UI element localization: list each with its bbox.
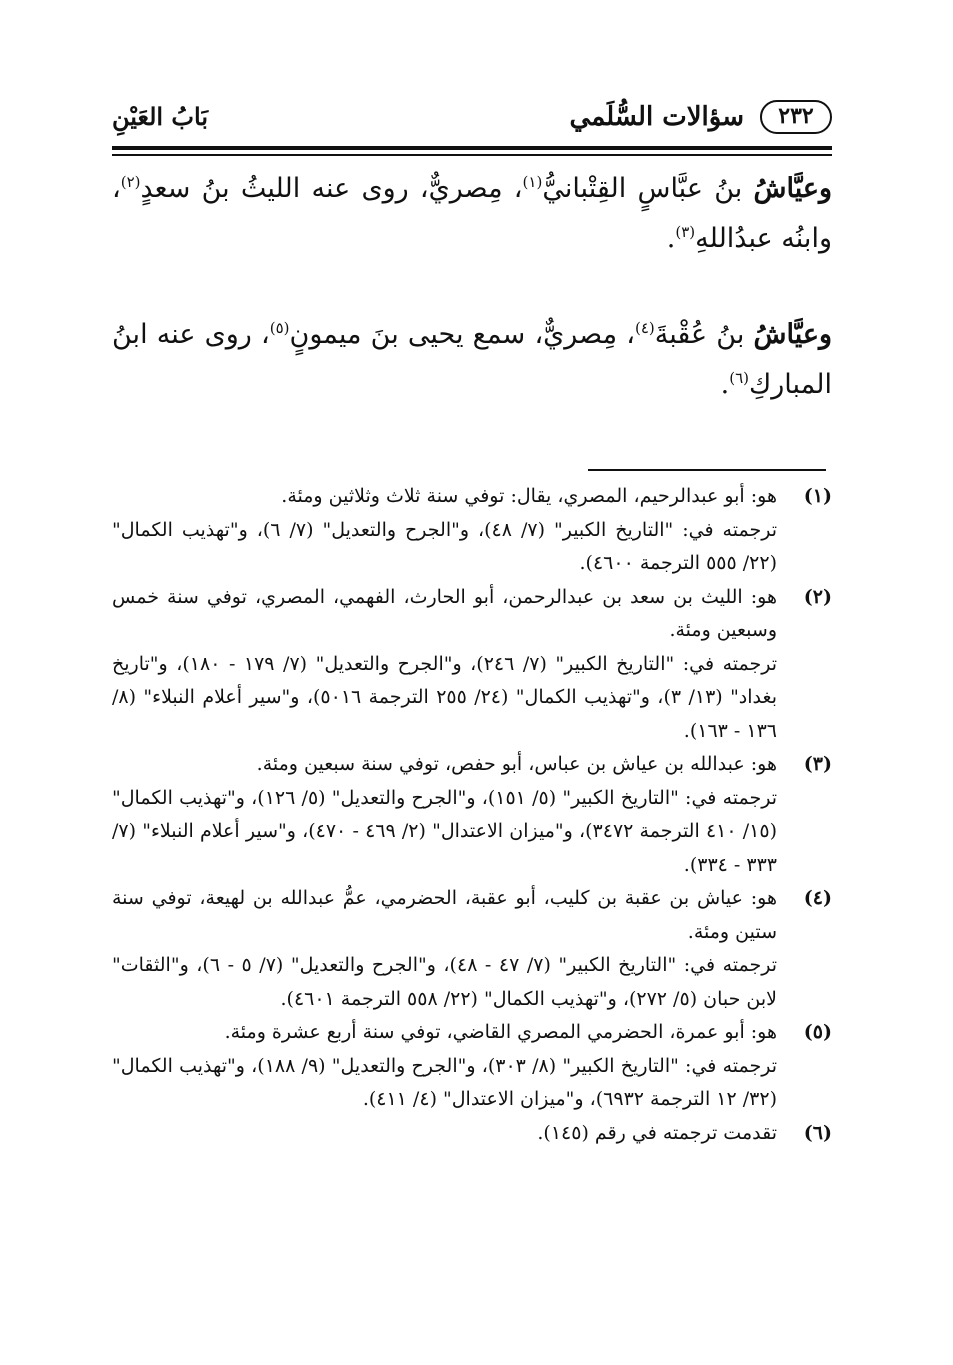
footnote-number: (٥): [803, 1021, 832, 1043]
footnote: [112, 748, 832, 882]
footnote: [112, 882, 832, 1016]
footnote-line: ترجمته في: "التاريخ الكبير" (٨/ ٣٠٣)، و"الجرح والتعديل" (٩/ ١٨٨)، و"تهذيب الكمال" (٣٢/ ١٢ الترجمة ٦٩٣٢)، و"ميزان الاعتدال" (٤/ ٤١١).: [112, 1054, 777, 1110]
footnote-line: ترجمته في: "التاريخ الكبير" (٥/ ١٥١)، و"الجرح والتعديل" (٥/ ١٢٦)، و"تهذيب الكمال" (١٥/ ٤١٠ الترجمة ٣٤٧٢)، و"ميزان الاعتدال" (٢/ ٤٦٩ - ٤٧٠)، و"سير أعلام النبلاء" (٧/ ٣٣٣ - ٣٣٤).: [112, 786, 777, 876]
footnote-ref[interactable]: (٦): [729, 369, 749, 387]
footnote-ref[interactable]: (١): [522, 173, 543, 191]
footnote-line: هو: أبو عمرة، الحضرمي المصري القاضي، توفي سنة أربع عشرة ومئة.: [224, 1021, 777, 1043]
footnote-ref[interactable]: (٢): [120, 173, 141, 191]
footnote-line: هو: عبدالله بن عياش بن عباس، أبو حفص، توفي سنة سبعين ومئة.: [256, 753, 777, 775]
header-rule-thick: [112, 146, 832, 150]
footnote-number: (١): [803, 485, 832, 507]
footnote-number: (٦): [803, 1121, 832, 1144]
entry-text: .: [720, 369, 730, 400]
entry-text: ، مِصريٌّ، روى عنه الليثُ بنُ سعدٍ: [140, 173, 523, 204]
entry-text: بنُ عُقْبةَ: [654, 319, 754, 350]
footnote-line: هو: أبو عبدالرحيم، المصري، يقال: توفي سنة ثلاث وثلاثين ومئة.: [281, 485, 777, 507]
chapter-title: بَابُ العَيْنِ: [112, 102, 209, 131]
book-title: سؤالات السُّلَمي: [569, 102, 744, 132]
footnote-line: ترجمته في: "التاريخ الكبير" (٧/ ٤٧ - ٤٨)، و"الجرح والتعديل" (٧/ ٥ - ٦)، و"الثقات" لابن حبان (٥/ ٢٧٢)، و"تهذيب الكمال" (٢٢/ ٥٥٨ الترجمة ٤٦٠١).: [112, 954, 778, 1010]
footnotes: [112, 480, 832, 1150]
entry-text: ، وابنُه عبدُاللهِ: [112, 173, 832, 254]
footnote-number: (٢): [803, 585, 832, 608]
entry-name: وعيَّاشُ: [753, 173, 832, 204]
footnote: [112, 1016, 832, 1117]
footnote-line: ترجمته في: "التاريخ الكبير" (٧/ ٢٤٦)، و"الجرح والتعديل" (٧/ ١٧٩ - ١٨٠)، و"تاريخ بغداد" (١٣/ ٣)، و"تهذيب الكمال" (٢٤/ ٢٥٥ الترجمة ٥٠١٦)، و"سير أعلام النبلاء" (٨/ ١٣٦ - ١٦٣).: [112, 652, 777, 742]
footnote: [112, 581, 832, 749]
page-number-badge: ٢٣٢: [760, 100, 832, 134]
footnote-ref[interactable]: (٣): [675, 223, 696, 241]
entry-paragraph: [112, 310, 832, 410]
footnote-separator: [588, 469, 826, 471]
entry-name: وعيَّاشُ: [753, 319, 833, 350]
footnote-ref[interactable]: (٤): [634, 319, 655, 337]
footnote: [112, 480, 832, 581]
entry-text: بنُ عبَّاسٍ القِتْبانيُّ: [542, 173, 754, 204]
footnote: [112, 1117, 832, 1151]
footnote-number: (٣): [803, 753, 832, 775]
page-header: [112, 100, 832, 150]
footnote-ref[interactable]: (٥): [269, 319, 290, 337]
entry-text: .: [666, 223, 676, 254]
entry-text: ، مِصريٌّ، سمع يحيى بنَ ميمونٍ: [289, 319, 635, 350]
header-rule-thin: [112, 154, 832, 156]
main-text: [112, 164, 832, 410]
footnote-line: تقدمت ترجمته في رقم (١٤٥).: [537, 1121, 777, 1144]
entry-text: ، روى عنه ابنُ المباركِ: [112, 319, 832, 400]
footnote-line: هو: الليث بن سعد بن عبدالرحمن، أبو الحارث، الفهمي، المصري، توفي سنة خمس وسبعين ومئة.: [112, 585, 777, 641]
footnote-line: ترجمته في: "التاريخ الكبير" (٧/ ٤٨)، و"الجرح والتعديل" (٧/ ٦)، و"تهذيب الكمال" (٢٢/ ٥٥٥ الترجمة ٤٦٠٠).: [112, 518, 777, 574]
footnote-number: (٤): [803, 887, 832, 909]
footnote-line: هو: عياش بن عقبة بن كليب، أبو عقبة، الحضرمي، عمُّ عبدالله بن لهيعة، توفي سنة ستين ومئة.: [112, 887, 777, 943]
entry-paragraph: [112, 164, 832, 264]
